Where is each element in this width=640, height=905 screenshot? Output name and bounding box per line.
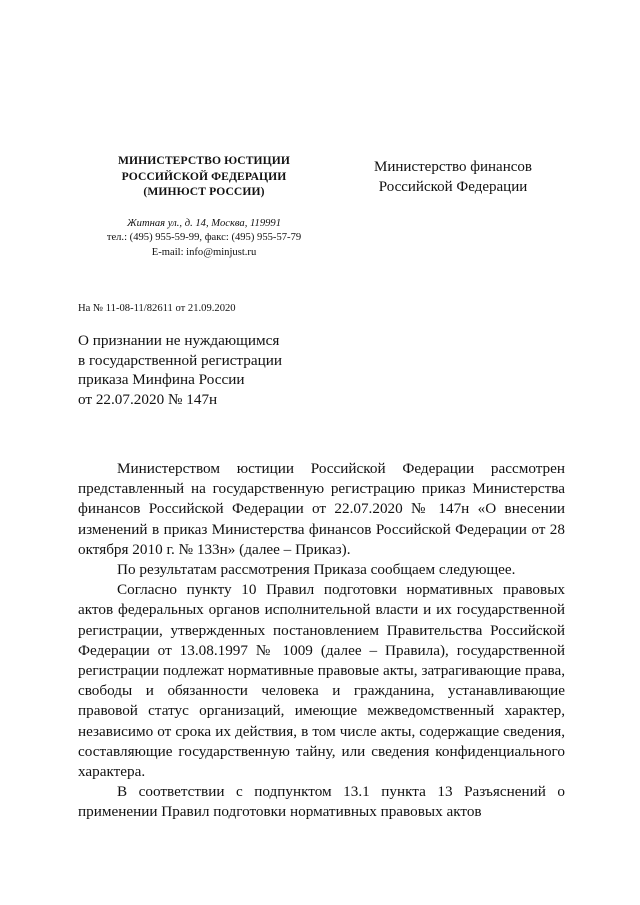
recipient-line: Российской Федерации: [378, 179, 528, 195]
subject-line: в государственной регистрации: [78, 351, 282, 369]
recipient-block: [358, 157, 548, 197]
body-paragraph: По результатам рассмотрения Приказа сообщаем следующее.: [117, 561, 516, 579]
sender-name-line: (МИНЮСТ РОССИИ): [143, 185, 265, 198]
sender-block: [88, 153, 320, 260]
recipient-line: Министерство финансов: [374, 159, 532, 175]
sender-organization-name: [88, 153, 320, 200]
letter-subject: [78, 331, 338, 409]
subject-line: от 22.07.2020 № 147н: [78, 390, 218, 408]
body-paragraph: Министерством юстиции Российской Федерации рассмотрен представленный на государственную регистрацию приказ Министерства финансов Российской Федерации от 22.07.2020 № 147н «О внесении изменений в приказ Министерства финансов Российской Федерации от 28 октября 2010 г. № 133н» (далее – Приказ).: [78, 460, 565, 558]
letter-body: [78, 459, 565, 823]
reference-number: На № 11-08-11/82611 от 21.09.2020: [78, 303, 236, 314]
subject-line: О признании не нуждающимся: [78, 332, 280, 349]
sender-name-line: МИНИСТЕРСТВО ЮСТИЦИИ: [117, 154, 291, 167]
subject-line: приказа Минфина России: [78, 371, 245, 389]
body-paragraph: Согласно пункту 10 Правил подготовки нормативных правовых актов федеральных органов исполнительной власти и их государственной регистрации, утвержденных постановлением Правительства Российской Федерации от 13.08.1997 № 1009 (далее – Правила), государственной регистрации подлежат нормативные правовые акты, затрагивающие права, свободы и обязанности человека и гражданина, устанавливающие правовой статус организаций, имеющие межведомственный характер, независимо от срока их действия, в том числе акты, содержащие сведения, составляющие государственную тайну, или сведения конфиденциального характера.: [78, 581, 565, 781]
sender-address: Житная ул., д. 14, Москва, 119991: [126, 217, 282, 229]
sender-email: E-mail: info@minjust.ru: [151, 246, 257, 258]
sender-contacts: [88, 217, 320, 261]
sender-name-line: РОССИЙСКОЙ ФЕДЕРАЦИИ: [121, 169, 287, 183]
body-paragraph: В соответствии с подпунктом 13.1 пункта 13 Разъяснений о применении Правил подготовки нормативных правовых актов: [78, 783, 565, 821]
sender-phone-fax: тел.: (495) 955-59-99, факс: (495) 955-57-79: [106, 232, 302, 243]
